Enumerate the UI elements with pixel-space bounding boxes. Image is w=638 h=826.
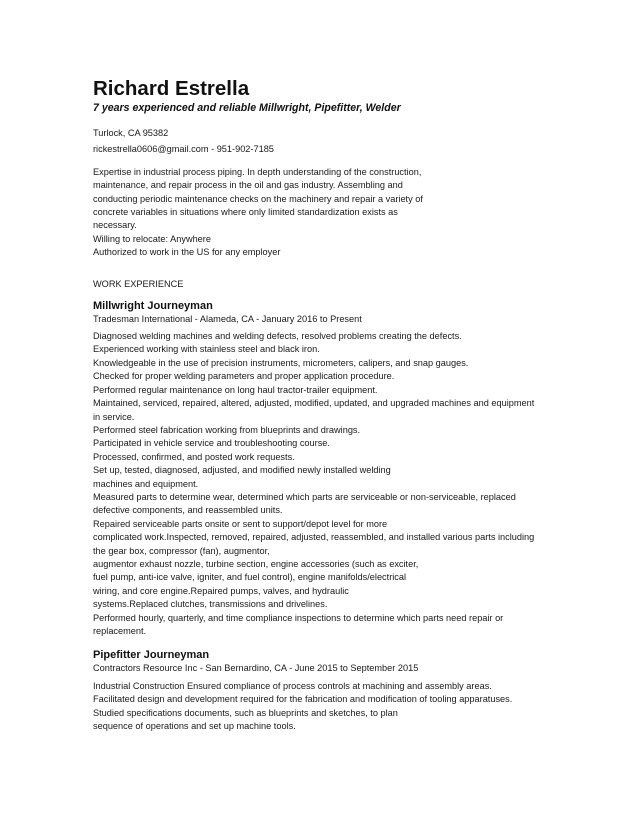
duty-line: Diagnosed welding machines and welding defects, resolved problems creating the defects. xyxy=(93,331,462,342)
job-entry xyxy=(93,648,549,733)
candidate-name: Richard Estrella xyxy=(93,77,250,100)
summary-line: conducting periodic maintenance checks on the machinery and repair a variety of xyxy=(93,193,423,204)
duty-line: replacement. xyxy=(93,626,147,636)
duty-line: Maintained, serviced, repaired, altered, adjusted, modified, updated, and upgraded machines and equipment xyxy=(93,398,535,409)
summary-line: maintenance, and repair process in the oil and gas industry. Assembling and xyxy=(93,180,403,191)
resume-page xyxy=(93,76,549,743)
duty-line: Repaired serviceable parts onsite or sent to support/depot level for more xyxy=(93,518,388,529)
duty-line: machines and equipment. xyxy=(93,478,199,489)
summary-line: necessary. xyxy=(93,220,137,231)
duty-line: in service. xyxy=(93,411,135,422)
job-duties xyxy=(93,680,549,734)
job-meta: Contractors Resource Inc - San Bernardino, CA - June 2015 to September 2015 xyxy=(93,663,419,674)
duty-line: sequence of operations and set up machine tools. xyxy=(93,721,296,732)
duty-line: fuel pump, anti-ice valve, igniter, and fuel control), engine manifolds/electrical xyxy=(93,572,407,583)
duty-line: Performed regular maintenance on long haul tractor-trailer equipment. xyxy=(93,384,378,395)
work-experience-heading: WORK EXPERIENCE xyxy=(93,278,184,289)
duty-line: augmentor exhaust nozzle, turbine section, engine accessories (such as exciter, xyxy=(93,558,419,569)
duty-line: systems.Replaced clutches, transmissions and drivelines. xyxy=(93,599,328,610)
summary-line: Expertise in industrial process piping. In depth understanding of the construction, xyxy=(93,166,422,177)
duty-line: Knowledgeable in the use of precision instruments, micrometers, calipers, and snap gauges. xyxy=(93,357,469,368)
summary-section xyxy=(93,166,549,260)
duty-line: wiring, and core engine.Repaired pumps, valves, and hydraulic xyxy=(93,585,349,596)
job-title: Pipefitter Journeyman xyxy=(93,649,210,662)
duty-line: Performed hourly, quarterly, and time compliance inspections to determine which parts need repair or xyxy=(93,612,504,623)
duty-line: Performed steel fabrication working from blueprints and drawings. xyxy=(93,424,361,435)
job-duties xyxy=(93,330,549,638)
email-phone-text: rickestrella0606@gmail.com - 951-902-7185 xyxy=(93,144,274,155)
job-meta: Tradesman International - Alameda, CA - January 2016 to Present xyxy=(93,313,362,324)
contact-block xyxy=(93,127,549,157)
duty-line: Checked for proper welding parameters and proper application procedure. xyxy=(93,371,395,382)
duty-line: defective components, and reassembled units. xyxy=(93,505,283,516)
duty-line: Facilitated design and development required for the fabrication and modification of tooling apparatuses. xyxy=(93,694,513,705)
duty-line: Set up, tested, diagnosed, adjusted, and modified newly installed welding xyxy=(93,465,391,476)
work-authorization-line: Authorized to work in the US for any employer xyxy=(93,247,281,258)
duty-line: Industrial Construction Ensured compliance of process controls at machining and assembly areas. xyxy=(93,680,492,691)
summary-line: concrete variables in situations where only limited standardization exists as xyxy=(93,207,398,218)
duty-line: Measured parts to determine wear, determined which parts are serviceable or non-serviceable, replaced xyxy=(93,491,516,502)
duty-line: Participated in vehicle service and troubleshooting course. xyxy=(93,438,330,449)
duty-line: Processed, confirmed, and posted work requests. xyxy=(93,451,295,462)
relocation-line: Willing to relocate: Anywhere xyxy=(93,233,211,244)
job-entry xyxy=(93,299,549,639)
duty-line: Studied specifications documents, such as blueprints and sketches, to plan xyxy=(93,707,398,718)
candidate-headline: 7 years experienced and reliable Millwright, Pipefitter, Welder xyxy=(93,102,401,114)
location-text: Turlock, CA 95382 xyxy=(93,128,169,138)
job-title: Millwright Journeyman xyxy=(93,299,213,312)
duty-line: complicated work.Inspected, removed, repaired, adjusted, reassembled, and installed various parts including xyxy=(93,532,535,543)
duty-line: Experienced working with stainless steel and black iron. xyxy=(93,344,320,355)
duty-line: the gear box, compressor (fan), augmentor, xyxy=(93,545,270,556)
